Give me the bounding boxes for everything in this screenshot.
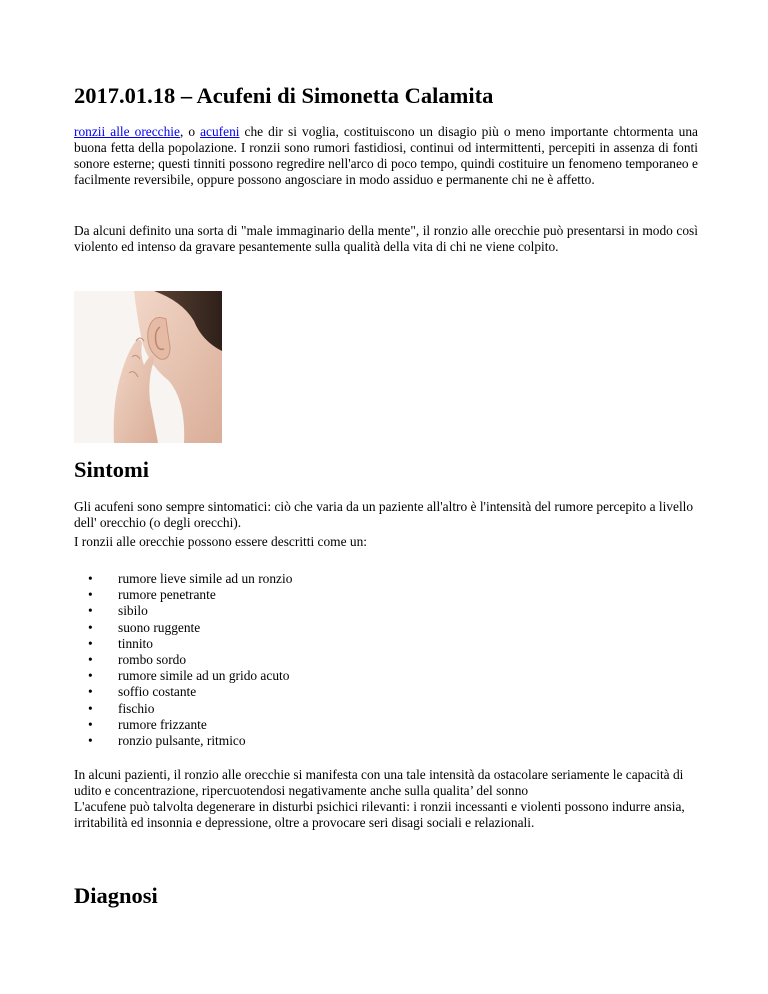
symptoms-list [74,571,292,749]
sintomi-description-line: I ronzii alle orecchie possono essere descritti come un: [74,534,367,549]
sintomi-closing-line-1: In alcuni pazienti, il ronzio alle orecchie si manifesta con una tale intensità da ostacolare seriamente le capacità di udito e concentrazione, ripercuotendosi negativamente anche sulla qualita’ del sonno [74,767,684,798]
page-title: 2017.01.18 – Acufeni di Simonetta Calamita [74,83,494,108]
list-item: • rumore penetrante [88,587,216,603]
sintomi-intro-line: Gli acufeni sono sempre sintomatici: ciò che varia da un paziente all'altro è l'intensità del rumore percepito a livello dell' orecchio (o degli orecchi). [74,499,694,530]
bullet-icon: • [88,684,93,700]
intro-text: che dir si voglia, costituiscono un disagio più o meno importante chtormenta una buona fetta della popolazione. I ronzii sono rumori fastidiosi, continui od intermittenti, percepiti in assenza di fonti sonore esterne; questi tinniti possono regredire nell'arco di poco tempo, quindi costituire un fenomeno temporaneo e facilmente reversibile, oppure possono angosciare in modo assiduo e permanente chi ne è affetto. [74,124,698,187]
link-acufeni[interactable]: acufeni [200,124,240,139]
list-item: • soffio costante [88,684,197,700]
intro-separator: , o [179,124,201,139]
intro-paragraph [74,124,698,188]
list-item: • fischio [88,700,155,716]
bullet-icon: • [88,619,93,635]
sintomi-closing-line-2: L'acufene può talvolta degenerare in disturbi psichici rilevanti: i ronzii incessanti e violenti possono indurre ansia, irritabilità ed insonnia e depressione, oltre a provocare seri disagi sociali e relazionali. [74,799,685,830]
list-item: • sibilo [88,603,148,619]
list-item: • rumore lieve simile ad un ronzio [88,571,293,586]
ear-photo [74,291,222,443]
list-item: • ronzio pulsante, ritmico [88,732,246,748]
bullet-icon: • [88,732,93,748]
woman-touching-ear-illustration [74,291,222,443]
bullet-icon: • [88,651,93,667]
bullet-icon: • [88,700,93,716]
list-item: • rumore simile ad un grido acuto [88,668,290,684]
link-ronzii-alle-orecchie[interactable]: ronzii alle orecchie [74,124,180,139]
list-item: • rombo sordo [88,651,187,667]
list-item: • rumore frizzante [88,716,207,732]
list-item: • suono ruggente [88,619,201,635]
bullet-icon: • [88,571,93,586]
bullet-icon: • [88,668,93,684]
bullet-icon: • [88,587,93,603]
second-paragraph: Da alcuni definito una sorta di "male immaginario della mente", il ronzio alle orecchie può presentarsi in modo così violento ed intenso da gravare pesantemente sulla qualità della vita di chi ne viene colpito. [74,223,698,254]
heading-diagnosi: Diagnosi [74,883,158,908]
sintomi-closing-paragraph [74,767,698,831]
list-item: • tinnito [88,635,153,651]
heading-sintomi: Sintomi [74,457,150,482]
bullet-icon: • [88,635,93,651]
bullet-icon: • [88,716,93,732]
bullet-icon: • [88,603,93,619]
